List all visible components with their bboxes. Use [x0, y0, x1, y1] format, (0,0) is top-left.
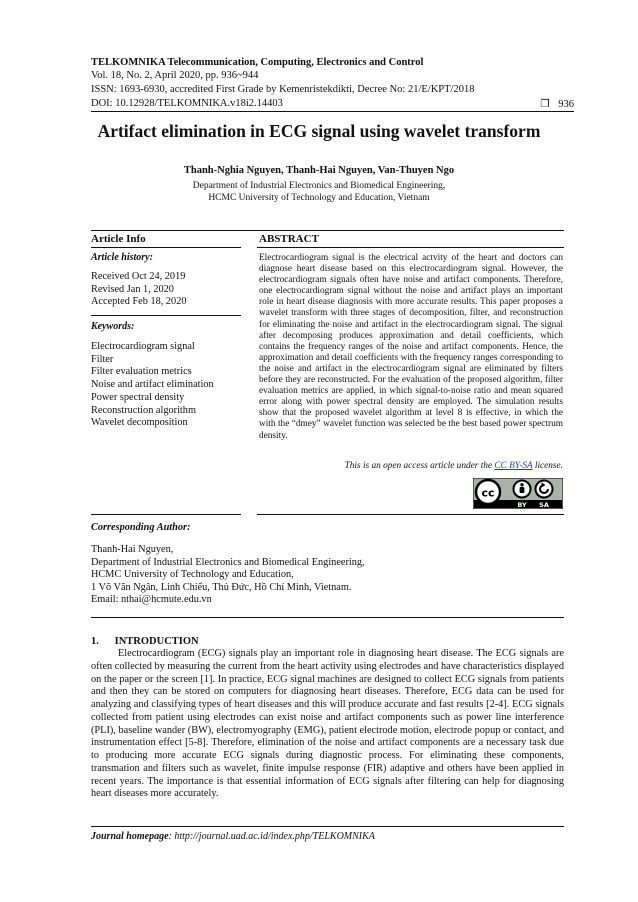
homepage-label: Journal homepage: [91, 831, 169, 842]
page-box-icon: ❐: [540, 99, 550, 110]
affiliation-line-2: HCMC University of Technology and Education, Vietnam: [208, 193, 430, 203]
cc-icon-label: cc: [481, 486, 495, 500]
abstract-body: Electrocardiogram signal is the electrical actvity of the heart and doctors can diagnose heart disease based on this electrocardiogram signal. However, the electrocardiogram signals often have noise and artifact components. Therefore, one electrocardiogram signal without the noise and artifact plays an important role in heart disease diagnosis with more accurate results. This paper proposes a wavelet transform with three stages of decomposition, filter, and reconstruction for eliminating the noise and artifact in the electrocardiogram signal. The signal after decomposing produces approximation and detail coefficients, which contains the frequency ranges of the noise and artifact components. Hence, the approximation and detail coefficients with the frequency ranges corresponding to the noise and artifact in the electrocardiogram signal are eliminated by filters before they are reconstructed. For the evaluation of the proposed algorithm, filter evaluation metrics are applied, in which signal-to-noise ratio and mean squared error along with power spectral density are employed. The simulation results show that the proposed wavelet algorithm at level 8 is effective, in which the with the “dmey” wavelet function was selected be the best based power spectrum density.: [259, 253, 563, 441]
keyword-list: [91, 341, 241, 430]
section-top-rule: [91, 230, 564, 231]
homepage-url[interactable]: : http://journal.uad.ac.id/index.php/TELKOMNIKA: [168, 831, 375, 842]
volume-info: Vol. 18, No. 2, April 2020, pp. 936~944: [91, 70, 259, 81]
page-number: 936: [558, 99, 574, 110]
author-email: Email: nthai@hcmute.edu.vn: [91, 594, 212, 606]
cc-by-sa-link[interactable]: CC BY-SA: [494, 461, 533, 471]
article-info-rule: [91, 247, 241, 248]
introduction-paragraph: Electrocardiogram (ECG) signals play an important role in diagnosing heart disease. The ECG signals are often collected by measuring the current from the heart activity using electrodes and have characteristics displayed on the paper or the screen [1]. In practice, ECG signal machines are designed to collect ECG signals from patients and then they can be stored on computers for diagnosing heart diseases. Therefore, ECG data can be used for analyzing and classifying types of heart diseases and this will produce accurate and fast results [2-4]. ECG signals collected from patient using electrodes can exist noise and artifact components such as power line interference (PLI), baseline wander (BW), electromyography (EMG), patient electrode motion, electrode popup or contact, and instrumentation effect [5-8]. Therefore, elimination of the noise and artifact components are a necessary task due to producing more accurate ECG signals during diagnostic process. For eliminating these components, transmation and filters such as wavelet, finite impulse response (FIR) adaptive and others have been applied in recent years. The importance is that essential information of ECG signals after filtering can help for diagnosing heart diseases more accurately.: [91, 648, 564, 800]
history-revised: Revised Jan 1, 2020: [91, 283, 174, 295]
doi-info: DOI: 10.12928/TELKOMNIKA.v18i2.14403: [91, 98, 283, 109]
author-university: HCMC University of Technology and Education,: [91, 569, 294, 581]
history-received: Received Oct 24, 2019: [91, 271, 186, 282]
keywords-heading: Keywords:: [91, 321, 135, 332]
by-label: BY: [517, 501, 527, 509]
page-number-group: [540, 98, 574, 110]
oa-prefix: This is an open access article under the: [344, 461, 493, 471]
keyword-item: Filter: [91, 353, 114, 365]
sa-label: SA: [539, 501, 549, 509]
article-info-heading: Article Info: [91, 233, 146, 245]
info-bottom-rule: [91, 514, 241, 515]
paper-title: Artifact elimination in ECG signal using wavelet transform: [97, 121, 541, 141]
author-name: Thanh-Hai Nguyen,: [91, 544, 174, 555]
keyword-item: Electrocardiogram signal: [91, 341, 195, 352]
keyword-item: Filter evaluation metrics: [91, 366, 192, 378]
open-access-note: [259, 461, 563, 471]
author-list: Thanh-Nghia Nguyen, Thanh-Hai Nguyen, Van-Thuyen Ngo: [183, 165, 455, 176]
journal-homepage: [91, 831, 375, 842]
keyword-item: Wavelet decomposition: [91, 417, 188, 429]
journal-name: TELKOMNIKA Telecommunication, Computing, Electronics and Control: [91, 57, 424, 68]
author-bottom-rule: [91, 617, 564, 618]
footer-rule: [91, 826, 564, 827]
affiliation-line-1: Department of Industrial Electronics and Biomedical Engineering,: [192, 181, 446, 191]
corresponding-author-heading: Corresponding Author:: [91, 522, 191, 533]
keyword-item: Reconstruction algorithm: [91, 404, 196, 416]
keyword-item: Power spectral density: [91, 391, 185, 403]
corresponding-author-details: [91, 544, 365, 607]
share-alike-icon: [536, 481, 553, 498]
history-accepted: Accepted Feb 18, 2020: [91, 296, 187, 308]
history-heading: Article history:: [91, 252, 153, 263]
author-department: Department of Industrial Electronics and Biomedical Engineering,: [91, 556, 365, 568]
abstract-rule: [257, 247, 564, 248]
keyword-item: Noise and artifact elimination: [91, 379, 214, 391]
keywords-rule: [91, 315, 241, 316]
introduction-heading: 1. INTRODUCTION: [91, 636, 199, 647]
cc-license-badge[interactable]: [473, 478, 563, 509]
history-list: [91, 271, 241, 309]
abstract-heading: ABSTRACT: [259, 233, 319, 245]
introduction-body: [91, 648, 564, 801]
oa-suffix: license.: [534, 461, 563, 471]
abstract-bottom-rule: [257, 514, 564, 515]
author-address: 1 Võ Văn Ngân, Linh Chiểu, Thủ Đức, Hồ Chí Minh, Vietnam.: [91, 581, 352, 593]
issn-info: ISSN: 1693-6930, accredited First Grade by Kemenristekdikti, Decree No: 21/E/KPT/2018: [91, 84, 475, 95]
header-rule: [91, 111, 574, 112]
